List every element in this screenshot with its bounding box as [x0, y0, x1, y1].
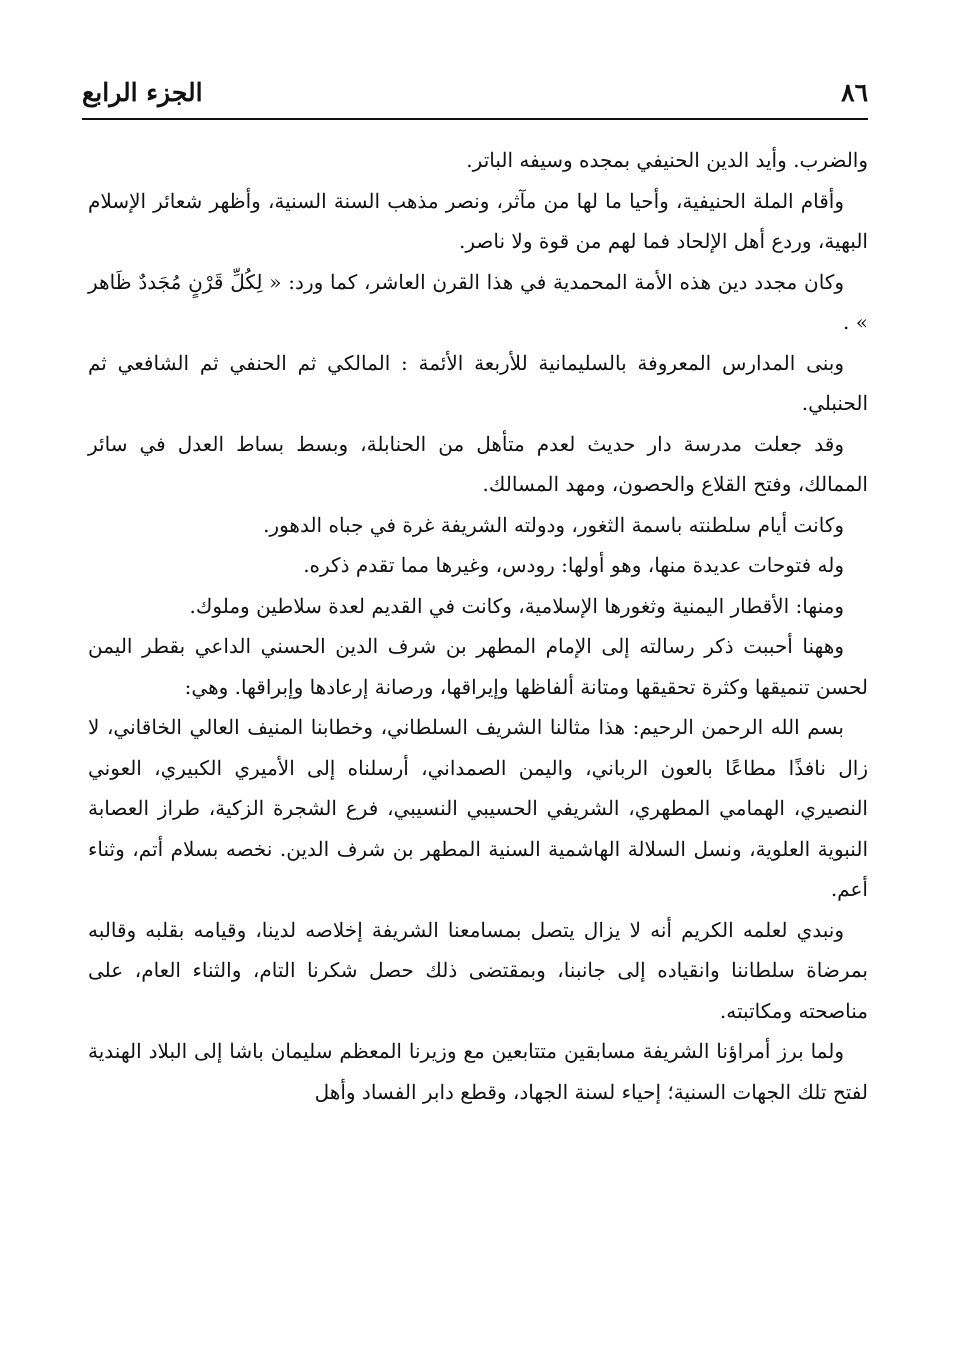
- paragraph-11: ونبدي لعلمه الكريم أنه لا يزال يتصل بمسامعنا الشريفة إخلاصه لدينا، وقيامه بقلبه وقالبه بمرضاة سلطاننا وانقياده إلى جانبنا، وبمقتضى ذلك حصل شكرنا التام، والثناء العام، على مناصحته ومكاتبته.: [88, 917, 868, 1023]
- page-body: [88, 140, 868, 1112]
- paragraph-12: ولما برز أمراؤنا الشريفة مسابقين متتابعين مع وزيرنا المعظم سليمان باشا إلى البلاد الهندية لفتح تلك الجهات السنية؛ إحياء لسنة الجهاد، وقطع دابر الفساد وأهل: [88, 1039, 868, 1104]
- paragraph-2: وأقام الملة الحنيفية، وأحيا ما لها من مآثر، ونصر مذهب السنة السنية، وأظهر شعائر الإسلام البهية، وردع أهل الإلحاد فما لهم من قوة ولا ناصر.: [88, 188, 868, 253]
- running-title: الجزء الرابع: [82, 78, 203, 107]
- paragraph-1: والضرب. وأيد الدين الحنيفي بمجده وسيفه الباتر.: [466, 148, 868, 172]
- paragraph-9: وههنا أحببت ذكر رسالته إلى الإمام المطهر بن شرف الدين الحسني الداعي بقطر اليمن لحسن تنميقها وكثرة تحقيقها ومتانة ألفاظها وإيراقها، ورصانة إرعادها وإبراقها. وهي:: [88, 634, 868, 699]
- paragraph-4: وبنى المدارس المعروفة بالسليمانية للأربعة الأئمة : المالكي ثم الحنفي ثم الشافعي ثم الحنبلي.: [88, 350, 868, 415]
- paragraph-7: وله فتوحات عديدة منها، وهو أولها: رودس، وغيرها مما تقدم ذكره.: [303, 553, 844, 577]
- paragraph-3: وكان مجدد دين هذه الأمة المحمدية في هذا القرن العاشر، كما ورد: « لِكُلِّ قَرْنٍ مُجَددٌ ظَاهر » .: [88, 269, 868, 334]
- paragraph-8: ومنها: الأقطار اليمنية وثغورها الإسلامية، وكانت في القديم لعدة سلاطين وملوك.: [189, 593, 844, 618]
- page-header: [82, 72, 868, 120]
- paragraph-6: وكانت أيام سلطنته باسمة الثغور، ودولته الشريفة غرة في جباه الدهور.: [263, 512, 844, 537]
- paragraph-10: بسم الله الرحمن الرحيم: هذا مثالنا الشريف السلطاني، وخطابنا المنيف العالي الخاقاني، لا زال نافذًا مطاعًا بالعون الرباني، واليمن الصمداني، أرسلناه إلى الأميري الكبيري، العوني النصيري، الهمامي المطهري، الشريفي الحسيبي النسيبي، فرع الشجرة الزكية، طراز العصابة النبوية العلوية، ونسل السلالة الهاشمية السنية المطهر بن شرف الدين. نخصه بسلام أتم، وثناء أعم.: [88, 715, 868, 901]
- page-number: ٨٦: [841, 78, 868, 107]
- paragraph-5: وقد جعلت مدرسة دار حديث لعدم متأهل من الحنابلة، وبسط بساط العدل في سائر الممالك، وفتح القلاع والحصون، ومهد المسالك.: [88, 431, 868, 496]
